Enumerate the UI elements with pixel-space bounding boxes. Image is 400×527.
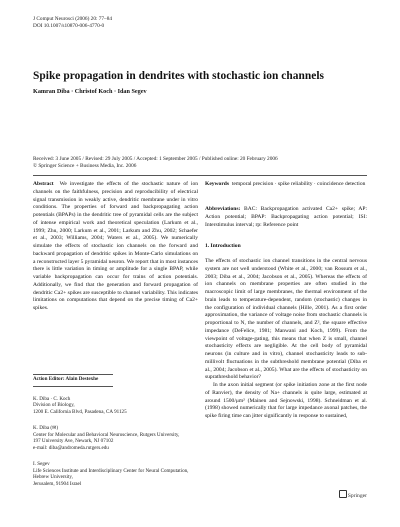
abbreviations-label: Abbreviations: <box>205 206 241 212</box>
keywords-block <box>205 181 367 189</box>
intro-body <box>205 258 367 421</box>
abbreviations-text: BAC: Backpropagation activated Ca2+ spike; AP: Action potential; BPAP: Backpropagating action potential; ISI: Interstimulus interval; rp: Reference point <box>205 206 367 228</box>
abbreviations-block <box>205 206 367 229</box>
keywords-label: Keywords <box>205 181 230 187</box>
action-editor: Action Editor: Alain Destexhe <box>33 376 99 382</box>
abstract-label: Abstract <box>33 181 54 187</box>
paper-title: Spike propagation in dendrites with stochastic ion channels <box>33 70 325 82</box>
intro-paragraph-1: The effects of stochastic ion channel transitions in the central nervous system are not well understood (White et al., 2000; van Rossum et al., 2003; Diba et al., 2004; Jacobson et al., 2005). Whereas the effects of ion channels on membrane properties are often studied in the macroscopic limit of large membranes, the thermal environment of the brain leads to temperature-dependent, random (stochastic) changes in the configuration of individual channels (Hille, 2001). As a first order approximation, the variance of voltage noise from stochastic channels is proportional to N, the number of channels, and Z², the square effective impedance (DeFelice, 1981; Manwani and Koch, 1999). From the viewpoint of voltage-gating, this means that when Z is small, channel stochasticity effects are negligible. At the cell body of pyramidal neurons (in culture and in vitro), channel stochasticity leads to sub-millivolt fluctuations in the subthreshold membrane potential (Diba et al., 2004; Jacobson et al., 2005). What are the effects of stochasticity on suprathreshold behavior? <box>205 258 367 381</box>
affiliation-2: K. Diba (✉) Center for Molecular and Behavioral Neuroscience, Rutgers University, 197 University Ave, Newark, NJ 07102 e-mail: diba@andromeda.rutgers.edu <box>33 424 180 451</box>
intro-paragraph-2: In the axon initial segment (or spike initiation zone at the first node of Ranvier), the density of Na+ channels is quite large, estimated at around 1500/μm² (Mainen and Sejnowski, 1998). Schneidman et al. (1998) showed numerically that for large impedance axonal patches, the spike firing time can jitter significantly in response to sustained, <box>205 382 367 419</box>
springer-logo-icon <box>339 490 347 498</box>
abstract-text: We investigate the effects of the stochastic nature of ion channels on the faithfulness, precision and reproducibility of electrical signal transmission in weakly active, dendritic membrane under in vitro conditions. The properties of forward and backpropagating action potentials (BPAPs) in the dendritic tree of pyramidal cells are the subject of intense empirical work and theoretical speculation (Larkum et al., 1999; Zhu, 2000; Larkum et al., 2001; Larkum and Zhu, 2002; Schaefer et al., 2003; Williams, 2004; Waters et al., 2005). We numerically simulate the effects of stochastic ion channels on the forward and backward propagation of dendritic spikes in Monte-Carlo simulations on a reconstructed layer 5 pyramidal neuron. We report that in most instances there is little variation in timing or amplitude for a single BPAP, while variable backpropagation can occur for trains of action potentials. Additionally, we find that the generation and forward propagation of dendritic Ca2+ spikes are susceptible to channel variability. This indicates limitations on computations that depend on the precise timing of Ca2+ spikes. <box>33 181 199 311</box>
affiliation-divider-2 <box>33 386 113 387</box>
doi: DOI 10.1007/s10870-006-4770-0 <box>33 23 105 29</box>
affiliation-3: I. Segev Life Sciences Institute and Interdisciplinary Center for Neural Computation, Hebrew University, Jerusalem, 91904 Israel <box>33 460 189 487</box>
journal-citation: J Comput Neurosci (2006) 20: 77–84 <box>33 16 113 22</box>
section-heading: 1. Introduction <box>205 243 241 249</box>
abstract-block <box>33 181 198 313</box>
affiliation-1: K. Diba · C. Koch Division of Biology, 1200 E. California Blvd, Pasadena, CA 91125 <box>33 395 127 415</box>
keywords-text: temporal precision · spike reliability · coincidence detection <box>231 181 366 187</box>
affiliation-divider <box>33 374 113 375</box>
affiliations <box>33 389 198 497</box>
publisher-name: Springer <box>347 493 367 499</box>
received-dates: Received: 3 June 2005 / Revised: 29 July 2005 / Accepted: 1 September 2005 / Published online: 20 February 2006 <box>33 156 278 162</box>
copyright: © Springer Science + Business Media, Inc. 2006 <box>33 163 137 169</box>
author-list: Kamran Diba · Christof Koch · Idan Segev <box>33 88 147 95</box>
publication-history <box>33 156 278 170</box>
publisher-mark <box>339 490 367 499</box>
header-divider <box>33 175 367 176</box>
journal-header <box>33 16 112 30</box>
